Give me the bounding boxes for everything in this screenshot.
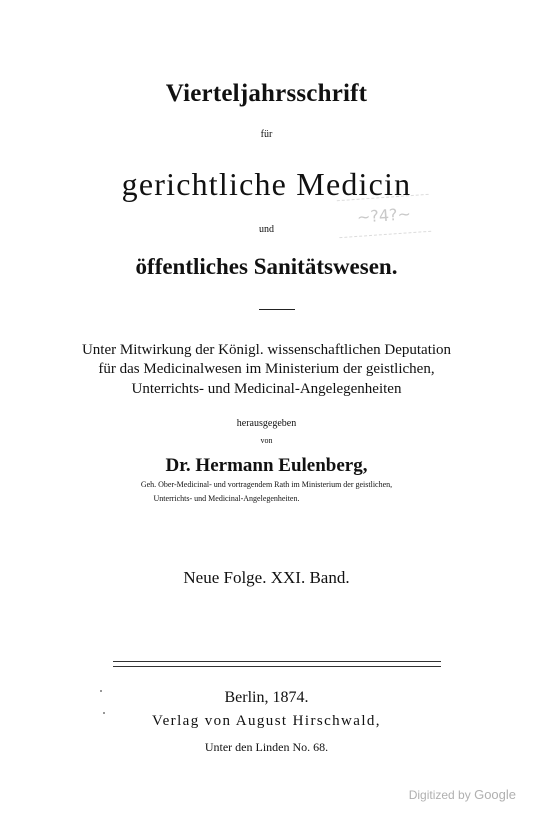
faded-stamp: ~?4?~ [337, 194, 431, 238]
digitized-watermark [409, 787, 516, 802]
volume-label: Neue Folge. XXI. Band. [183, 568, 350, 587]
double-rule [113, 661, 441, 667]
speck [103, 712, 105, 714]
subject-title: gerichtliche Medicin [121, 166, 412, 202]
connector-und: und [259, 224, 274, 235]
editor-role-line: Geh. Ober-Medicinal- und vortragendem Rath im Ministerium der geistlichen, [140, 480, 393, 489]
cooperation-line: Unter Mitwirkung der Königl. wissenschaftlichen Deputation [81, 342, 452, 358]
publisher-address: Unter den Linden No. 68. [204, 740, 329, 754]
subject-title-2: öffentliches Sanitätswesen. [135, 254, 398, 279]
google-logo: Google [474, 787, 516, 802]
cooperation-line: für das Medicinalwesen im Ministerium der geistlichen, [98, 361, 435, 377]
short-divider [259, 309, 295, 310]
watermark-prefix: Digitized by [408, 788, 471, 802]
place-year: Berlin, 1874. [224, 689, 309, 706]
edited-by-label: herausgegeben [236, 418, 297, 429]
cooperation-line: Unterrichts- und Medicinal-Angelegenheiten [131, 381, 402, 397]
editor-name: Dr. Hermann Eulenberg, [165, 455, 368, 476]
connector-fur: für [260, 129, 273, 140]
publisher: Verlag von August Hirschwald, [152, 713, 381, 729]
by-label: von [260, 436, 273, 445]
editor-role-line: Unterrichts- und Medicinal-Angelegenheiten. [153, 494, 300, 503]
speck [100, 690, 102, 692]
journal-title: Vierteljahrsschrift [165, 80, 368, 107]
